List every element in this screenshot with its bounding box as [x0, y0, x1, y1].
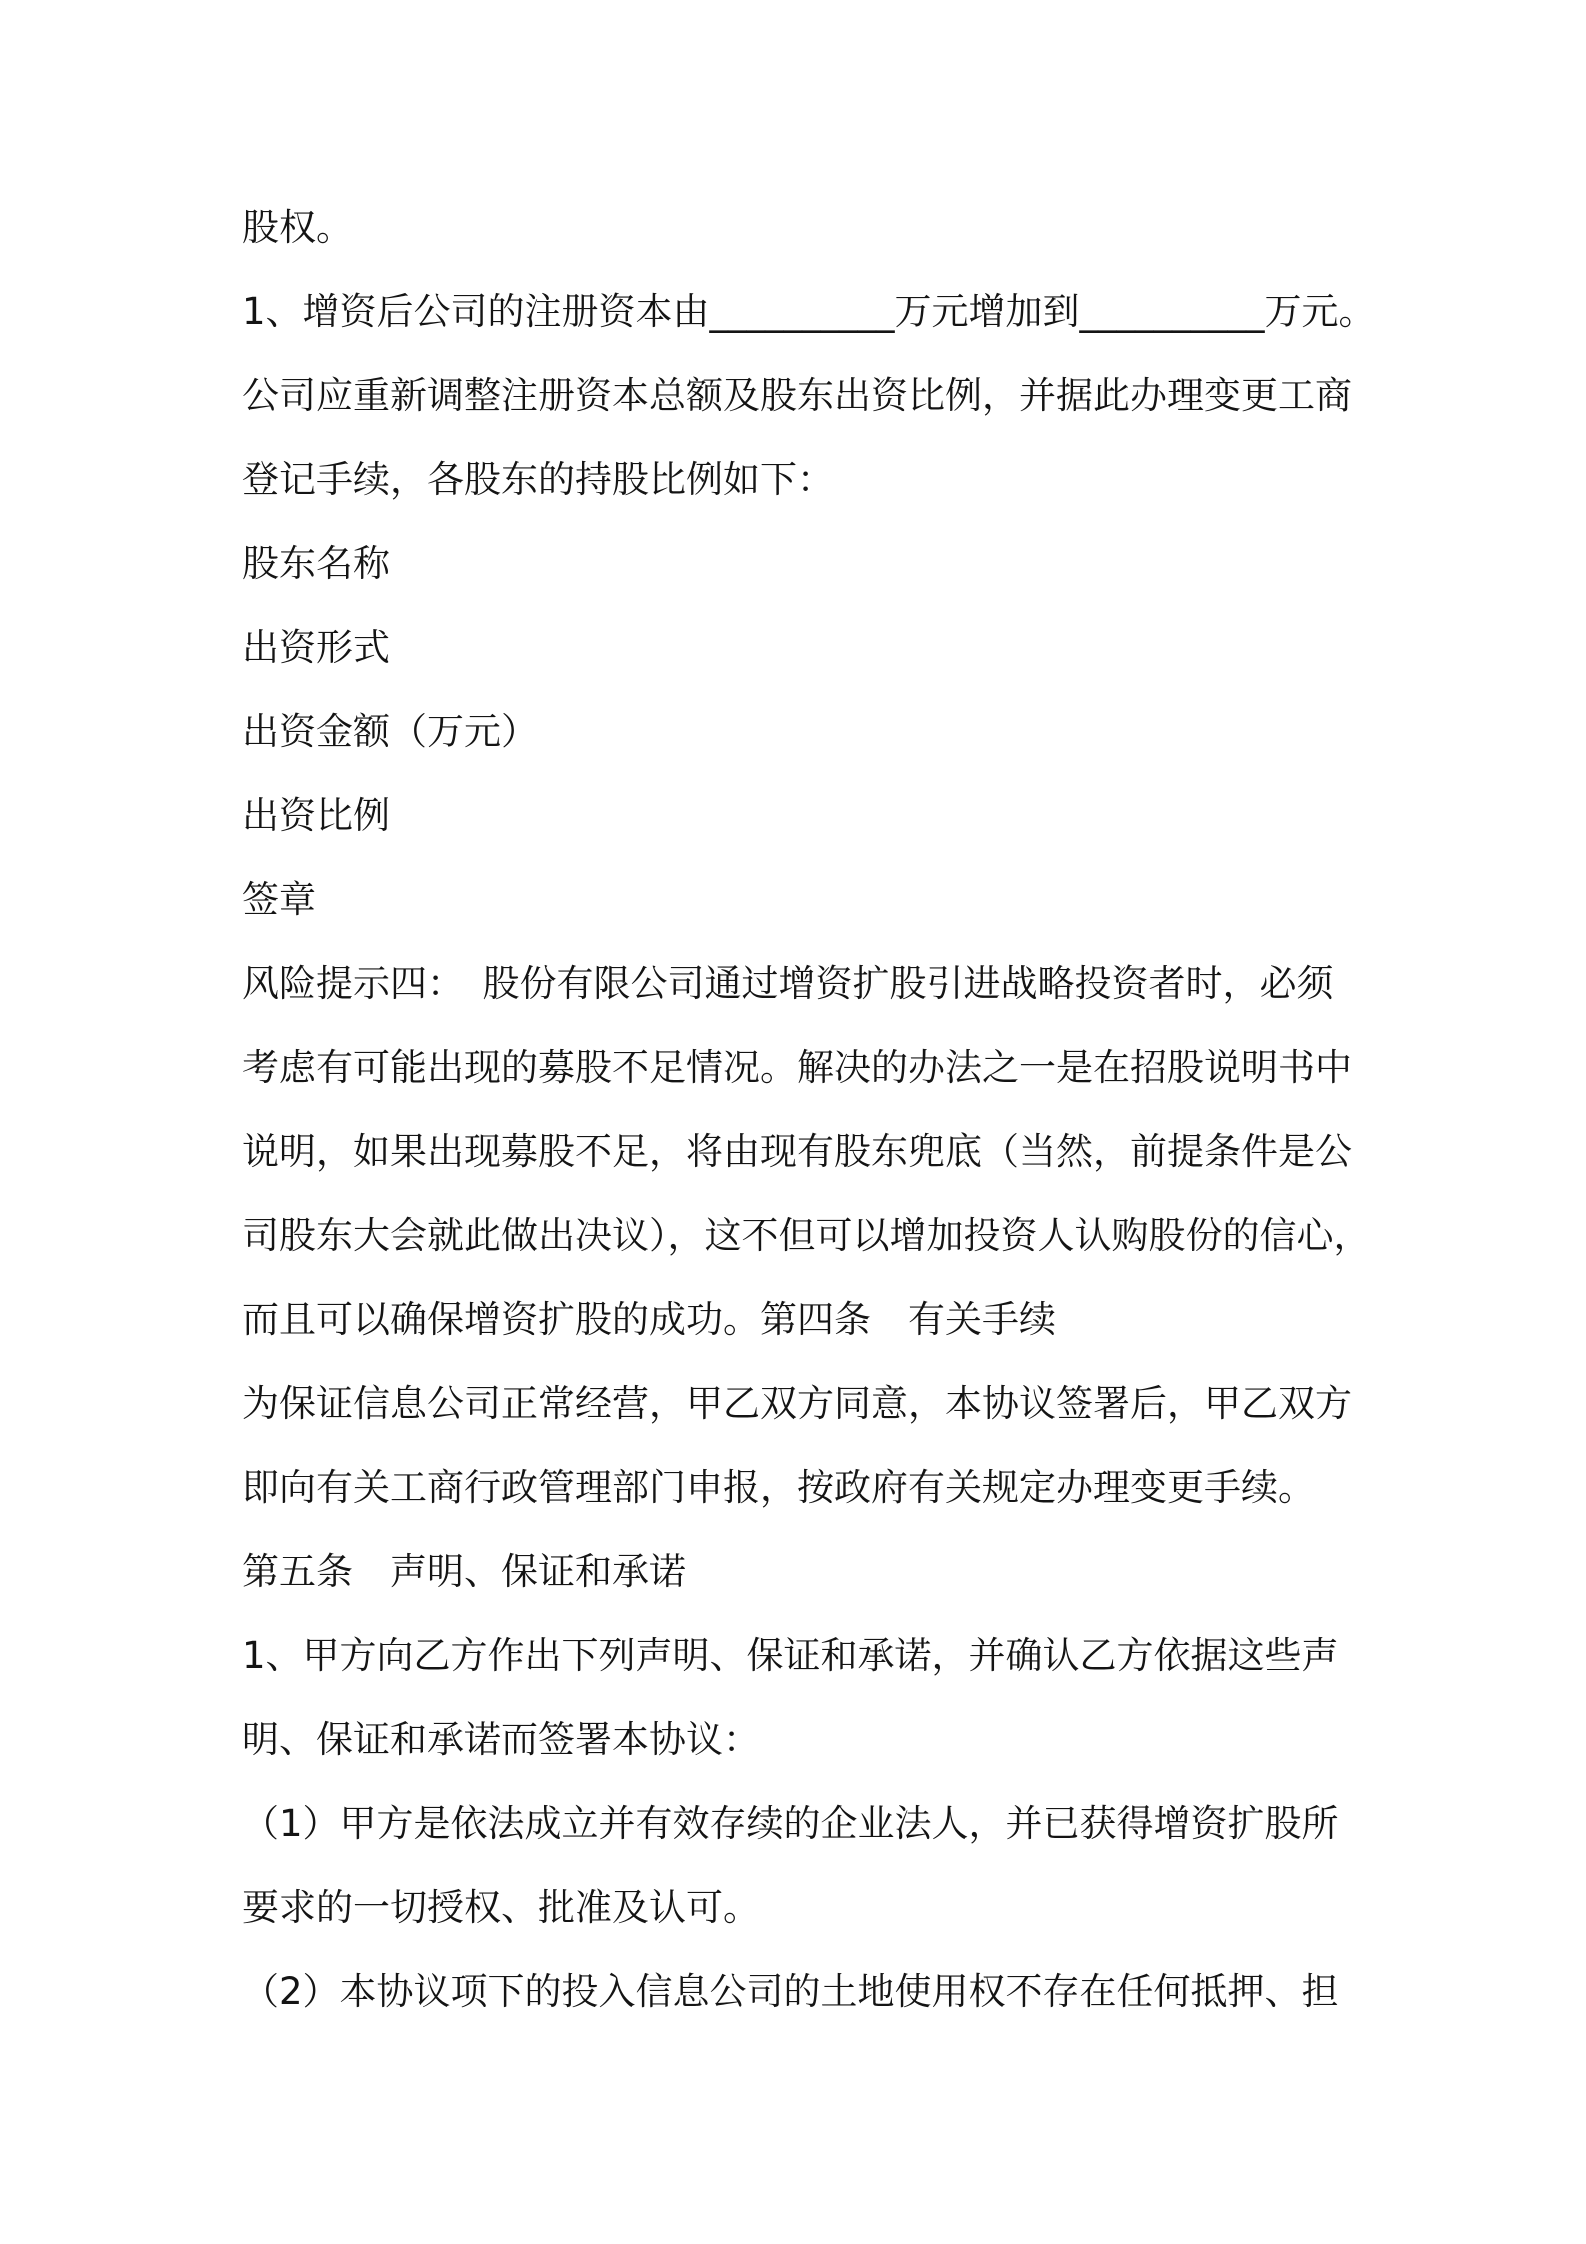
field-contribution-amount: 出资金额（万元）: [242, 710, 538, 753]
clause-capital-increase: 1、增资后公司的注册资本由__________万元增加到__________万元。: [242, 290, 1376, 333]
article-four-heading: 而且可以确保增资扩股的成功。第四条 有关手续: [242, 1298, 1056, 1341]
risk-note-four-text: 说明，如果出现募股不足，将由现有股东兜底（当然，前提条件是公: [242, 1130, 1352, 1173]
field-shareholder-name: 股东名称: [242, 542, 390, 585]
article-five-clause-1: 1、甲方向乙方作出下列声明、保证和承诺，并确认乙方依据这些声: [242, 1634, 1339, 1677]
field-contribution-form: 出资形式: [242, 626, 390, 669]
article-five-item-2: （2）本协议项下的投入信息公司的土地使用权不存在任何抵押、担: [242, 1970, 1339, 2013]
risk-note-four: 风险提示四： 股份有限公司通过增资扩股引进战略投资者时，必须: [242, 962, 1334, 1005]
article-five-item-1: （1）甲方是依法成立并有效存续的企业法人，并已获得增资扩股所: [242, 1802, 1339, 1845]
article-five-item-1-text: 要求的一切授权、批准及认可。: [242, 1886, 760, 1929]
article-five-heading: 第五条 声明、保证和承诺: [242, 1550, 686, 1593]
article-five-clause-1-text: 明、保证和承诺而签署本协议：: [242, 1718, 760, 1761]
field-contribution-ratio: 出资比例: [242, 794, 390, 837]
article-four-text: 为保证信息公司正常经营，甲乙双方同意，本协议签署后，甲乙双方: [242, 1382, 1352, 1425]
clause-capital-increase-text: 公司应重新调整注册资本总额及股东出资比例，并据此办理变更工商: [242, 374, 1352, 417]
clause-capital-increase-text: 登记手续，各股东的持股比例如下：: [242, 458, 834, 501]
risk-note-four-text: 司股东大会就此做出决议），这不但可以增加投资人认购股份的信心，: [242, 1214, 1371, 1257]
continuation-text: 股权。: [242, 206, 353, 249]
field-signature-seal: 签章: [242, 878, 316, 921]
article-four-text: 即向有关工商行政管理部门申报，按政府有关规定办理变更手续。: [242, 1466, 1315, 1509]
risk-note-four-text: 考虑有可能出现的募股不足情况。解决的办法之一是在招股说明书中: [242, 1046, 1352, 1089]
document-body: [242, 186, 1442, 2034]
